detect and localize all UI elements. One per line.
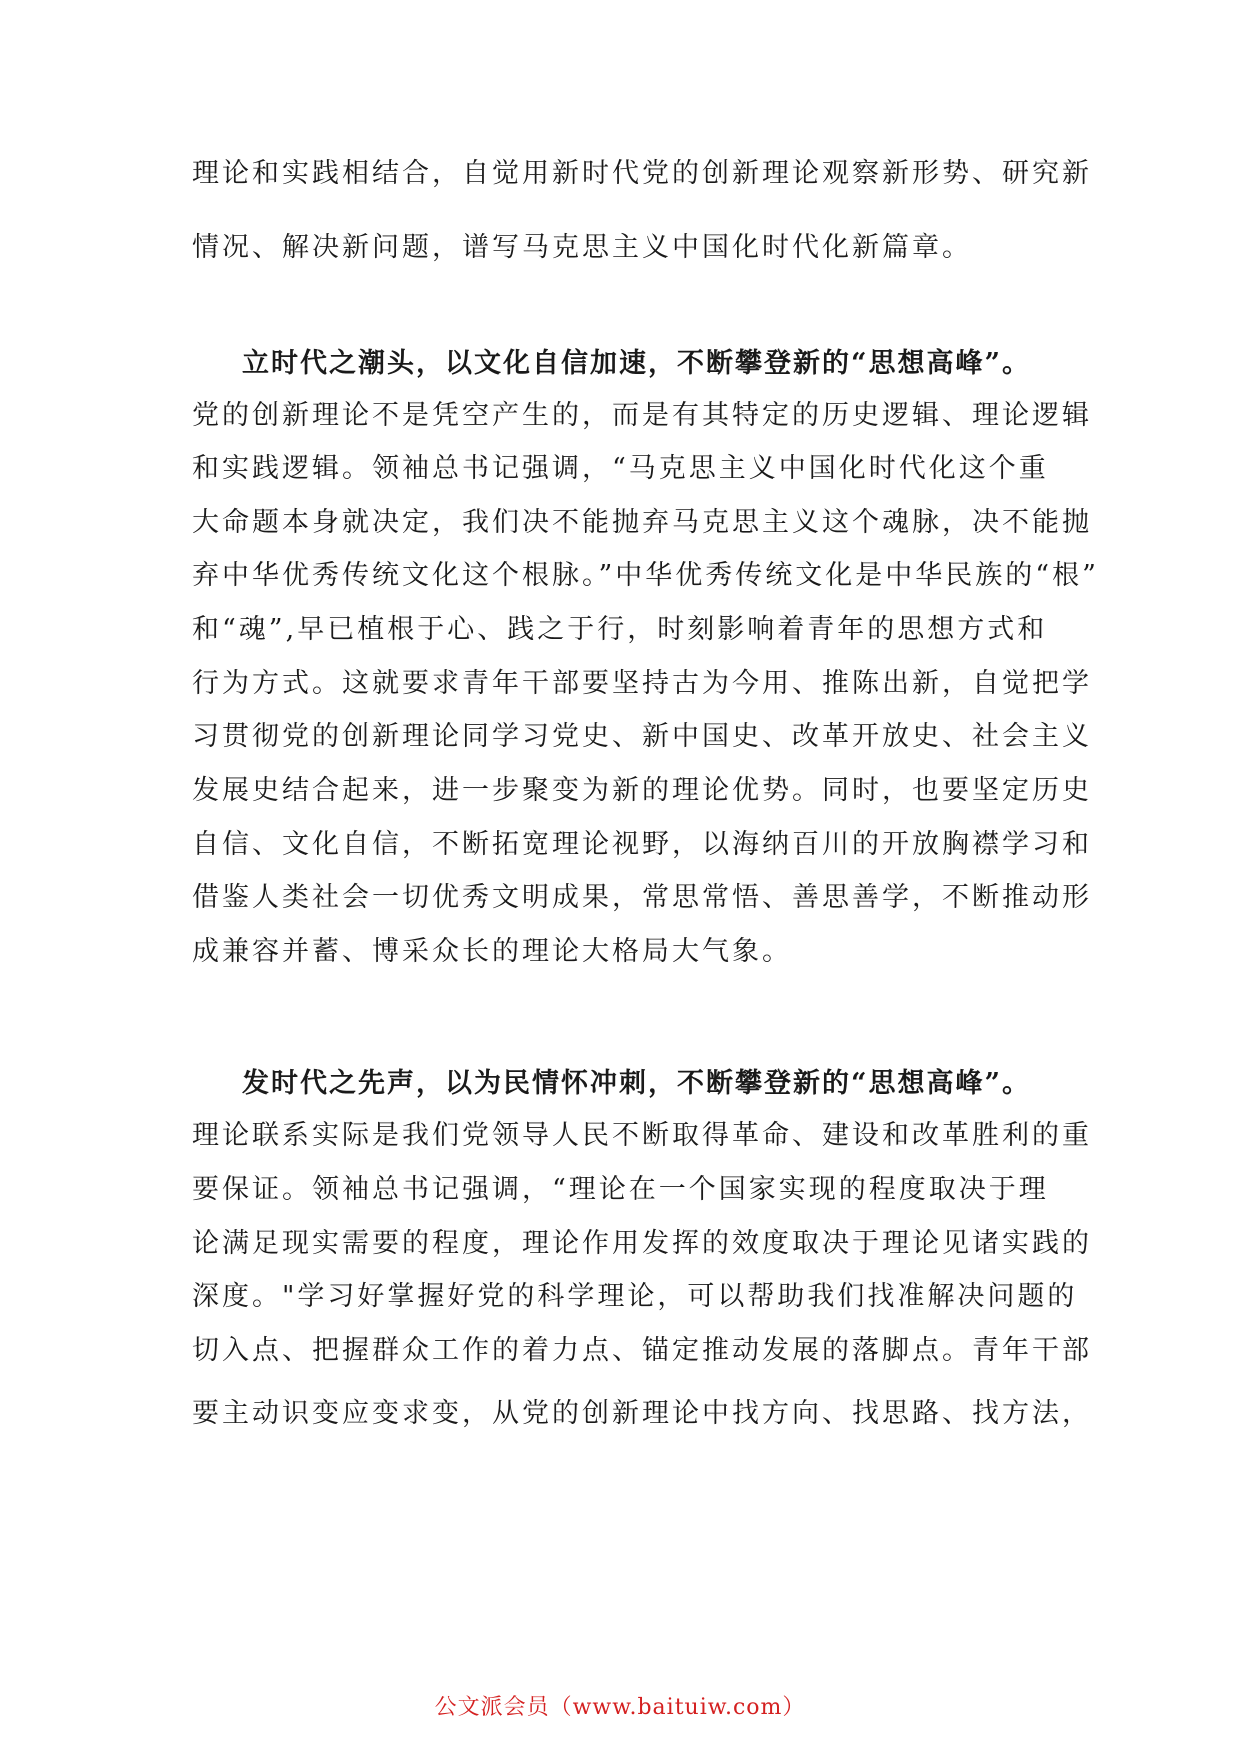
paragraph-line: 大命题本身就决定，我们决不能抛弃马克思主义这个魂脉，决不能抛 [192,507,1092,538]
paragraph-line: 情况、解决新问题，谱写马克思主义中国化时代化新篇章。 [192,232,972,263]
footer-source: 公文派会员（www.baituiw.com） [434,1695,806,1720]
paragraph-line: 行为方式。这就要求青年干部要坚持古为今用、推陈出新，自觉把学 [192,668,1092,699]
paragraph-line: 要保证。领袖总书记强调，“理论在一个国家实现的程度取决于理 [192,1174,1049,1205]
paragraph-line: 深度。"学习好掌握好党的科学理论，可以帮助我们找准解决问题的 [192,1281,1078,1312]
paragraph-line: 和实践逻辑。领袖总书记强调，“马克思主义中国化时代化这个重 [192,453,1049,484]
paragraph-line: 自信、文化自信，不断拓宽理论视野，以海纳百川的开放胸襟学习和 [192,829,1092,860]
paragraph-line: 切入点、把握群众工作的着力点、锚定推动发展的落脚点。青年干部 [192,1335,1092,1366]
paragraph-line: 习贯彻党的创新理论同学习党史、新中国史、改革开放史、社会主义 [192,721,1092,752]
section-heading-people: 发时代之先声，以为民情怀冲刺，不断攀登新的“思想高峰”。 [242,1068,1032,1099]
paragraph-line: 要主动识变应变求变，从党的创新理论中找方向、找思路、找方法， [192,1398,1092,1429]
paragraph-line: 理论联系实际是我们党领导人民不断取得革命、建设和改革胜利的重 [192,1120,1092,1151]
paragraph-line: 和“魂”,早已植根于心、践之于行，时刻影响着青年的思想方式和 [192,614,1048,645]
paragraph-line: 成兼容并蓄、博采众长的理论大格局大气象。 [192,936,792,967]
paragraph-line: 借鉴人类社会一切优秀文明成果，常思常悟、善思善学，不断推动形 [192,882,1092,913]
paragraph-line: 弃中华优秀传统文化这个根脉。”中华优秀传统文化是中华民族的“根” [192,560,1099,591]
paragraph-line: 党的创新理论不是凭空产生的，而是有其特定的历史逻辑、理论逻辑 [192,400,1092,431]
paragraph-line: 论满足现实需要的程度，理论作用发挥的效度取决于理论见诸实践的 [192,1228,1092,1259]
section-heading-culture: 立时代之潮头，以文化自信加速，不断攀登新的“思想高峰”。 [242,348,1032,379]
paragraph-line: 理论和实践相结合，自觉用新时代党的创新理论观察新形势、研究新 [192,158,1092,189]
paragraph-line: 发展史结合起来，进一步聚变为新的理论优势。同时，也要坚定历史 [192,775,1092,806]
